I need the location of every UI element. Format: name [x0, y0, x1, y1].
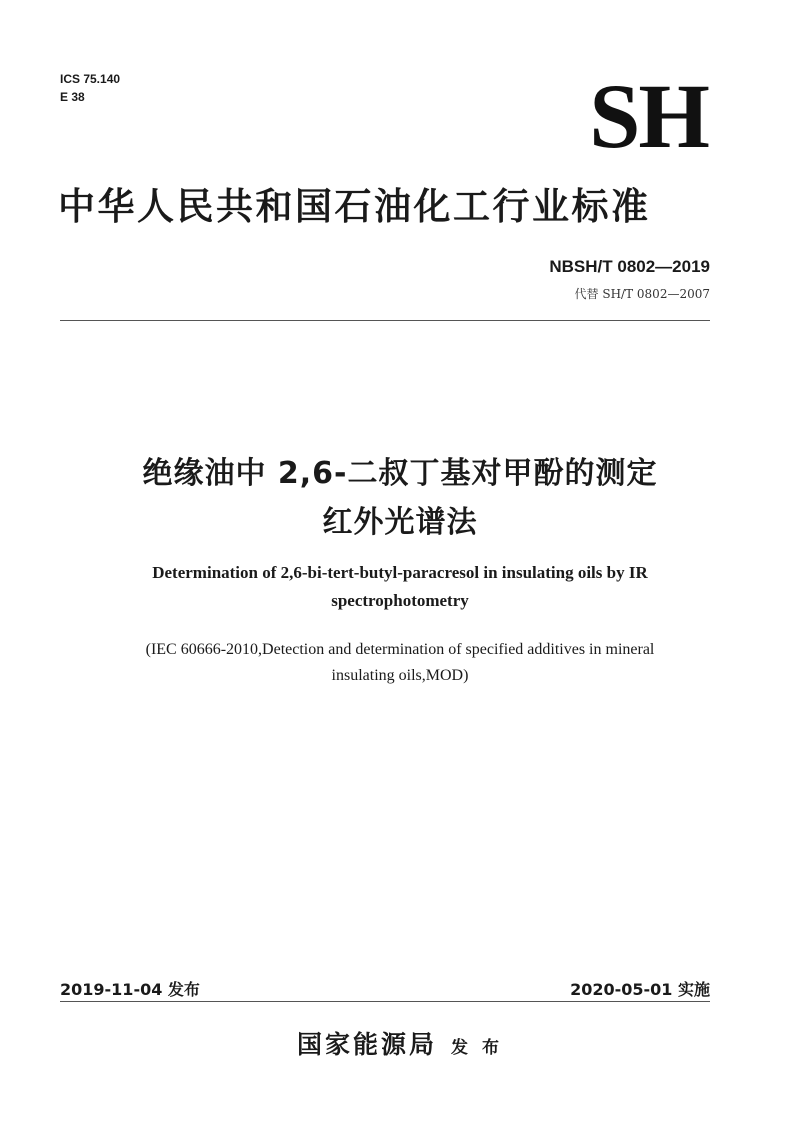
- issuer-block: [0, 1025, 800, 1061]
- ccs-code: E 38: [60, 90, 85, 104]
- english-title-line-1: Determination of 2,6-bi-tert-butyl-paracresol in insulating oils by IR: [152, 563, 648, 582]
- top-divider: [60, 320, 710, 321]
- standard-code: NBSH/T 0802—2019: [549, 257, 710, 276]
- publication-date: 2019-11-04 发布: [60, 980, 200, 999]
- standard-type-title: 中华人民共和国石油化工行业标准: [58, 185, 651, 228]
- adoption-note-line-1: (IEC 60666-2010,Detection and determination of specified additives in mineral: [145, 641, 655, 658]
- ics-code: ICS 75.140: [60, 72, 121, 86]
- adoption-note-line-2: insulating oils,MOD): [331, 667, 469, 684]
- bottom-divider: [60, 1001, 710, 1002]
- sh-logo: SH: [589, 65, 708, 167]
- chinese-title-line-1: 绝缘油中 2,6-二叔丁基对甲酚的测定: [142, 456, 658, 491]
- english-title-line-2: spectrophotometry: [331, 591, 469, 610]
- issuing-organization: 国家能源局: [297, 1030, 438, 1059]
- chinese-title-line-2: 红外光谱法: [322, 505, 478, 540]
- classification-codes: [60, 70, 120, 106]
- replaces-standard: 代替 SH/T 0802—2007: [574, 287, 710, 301]
- implementation-date: 2020-05-01 实施: [570, 980, 710, 999]
- issue-action: 发 布: [451, 1038, 503, 1058]
